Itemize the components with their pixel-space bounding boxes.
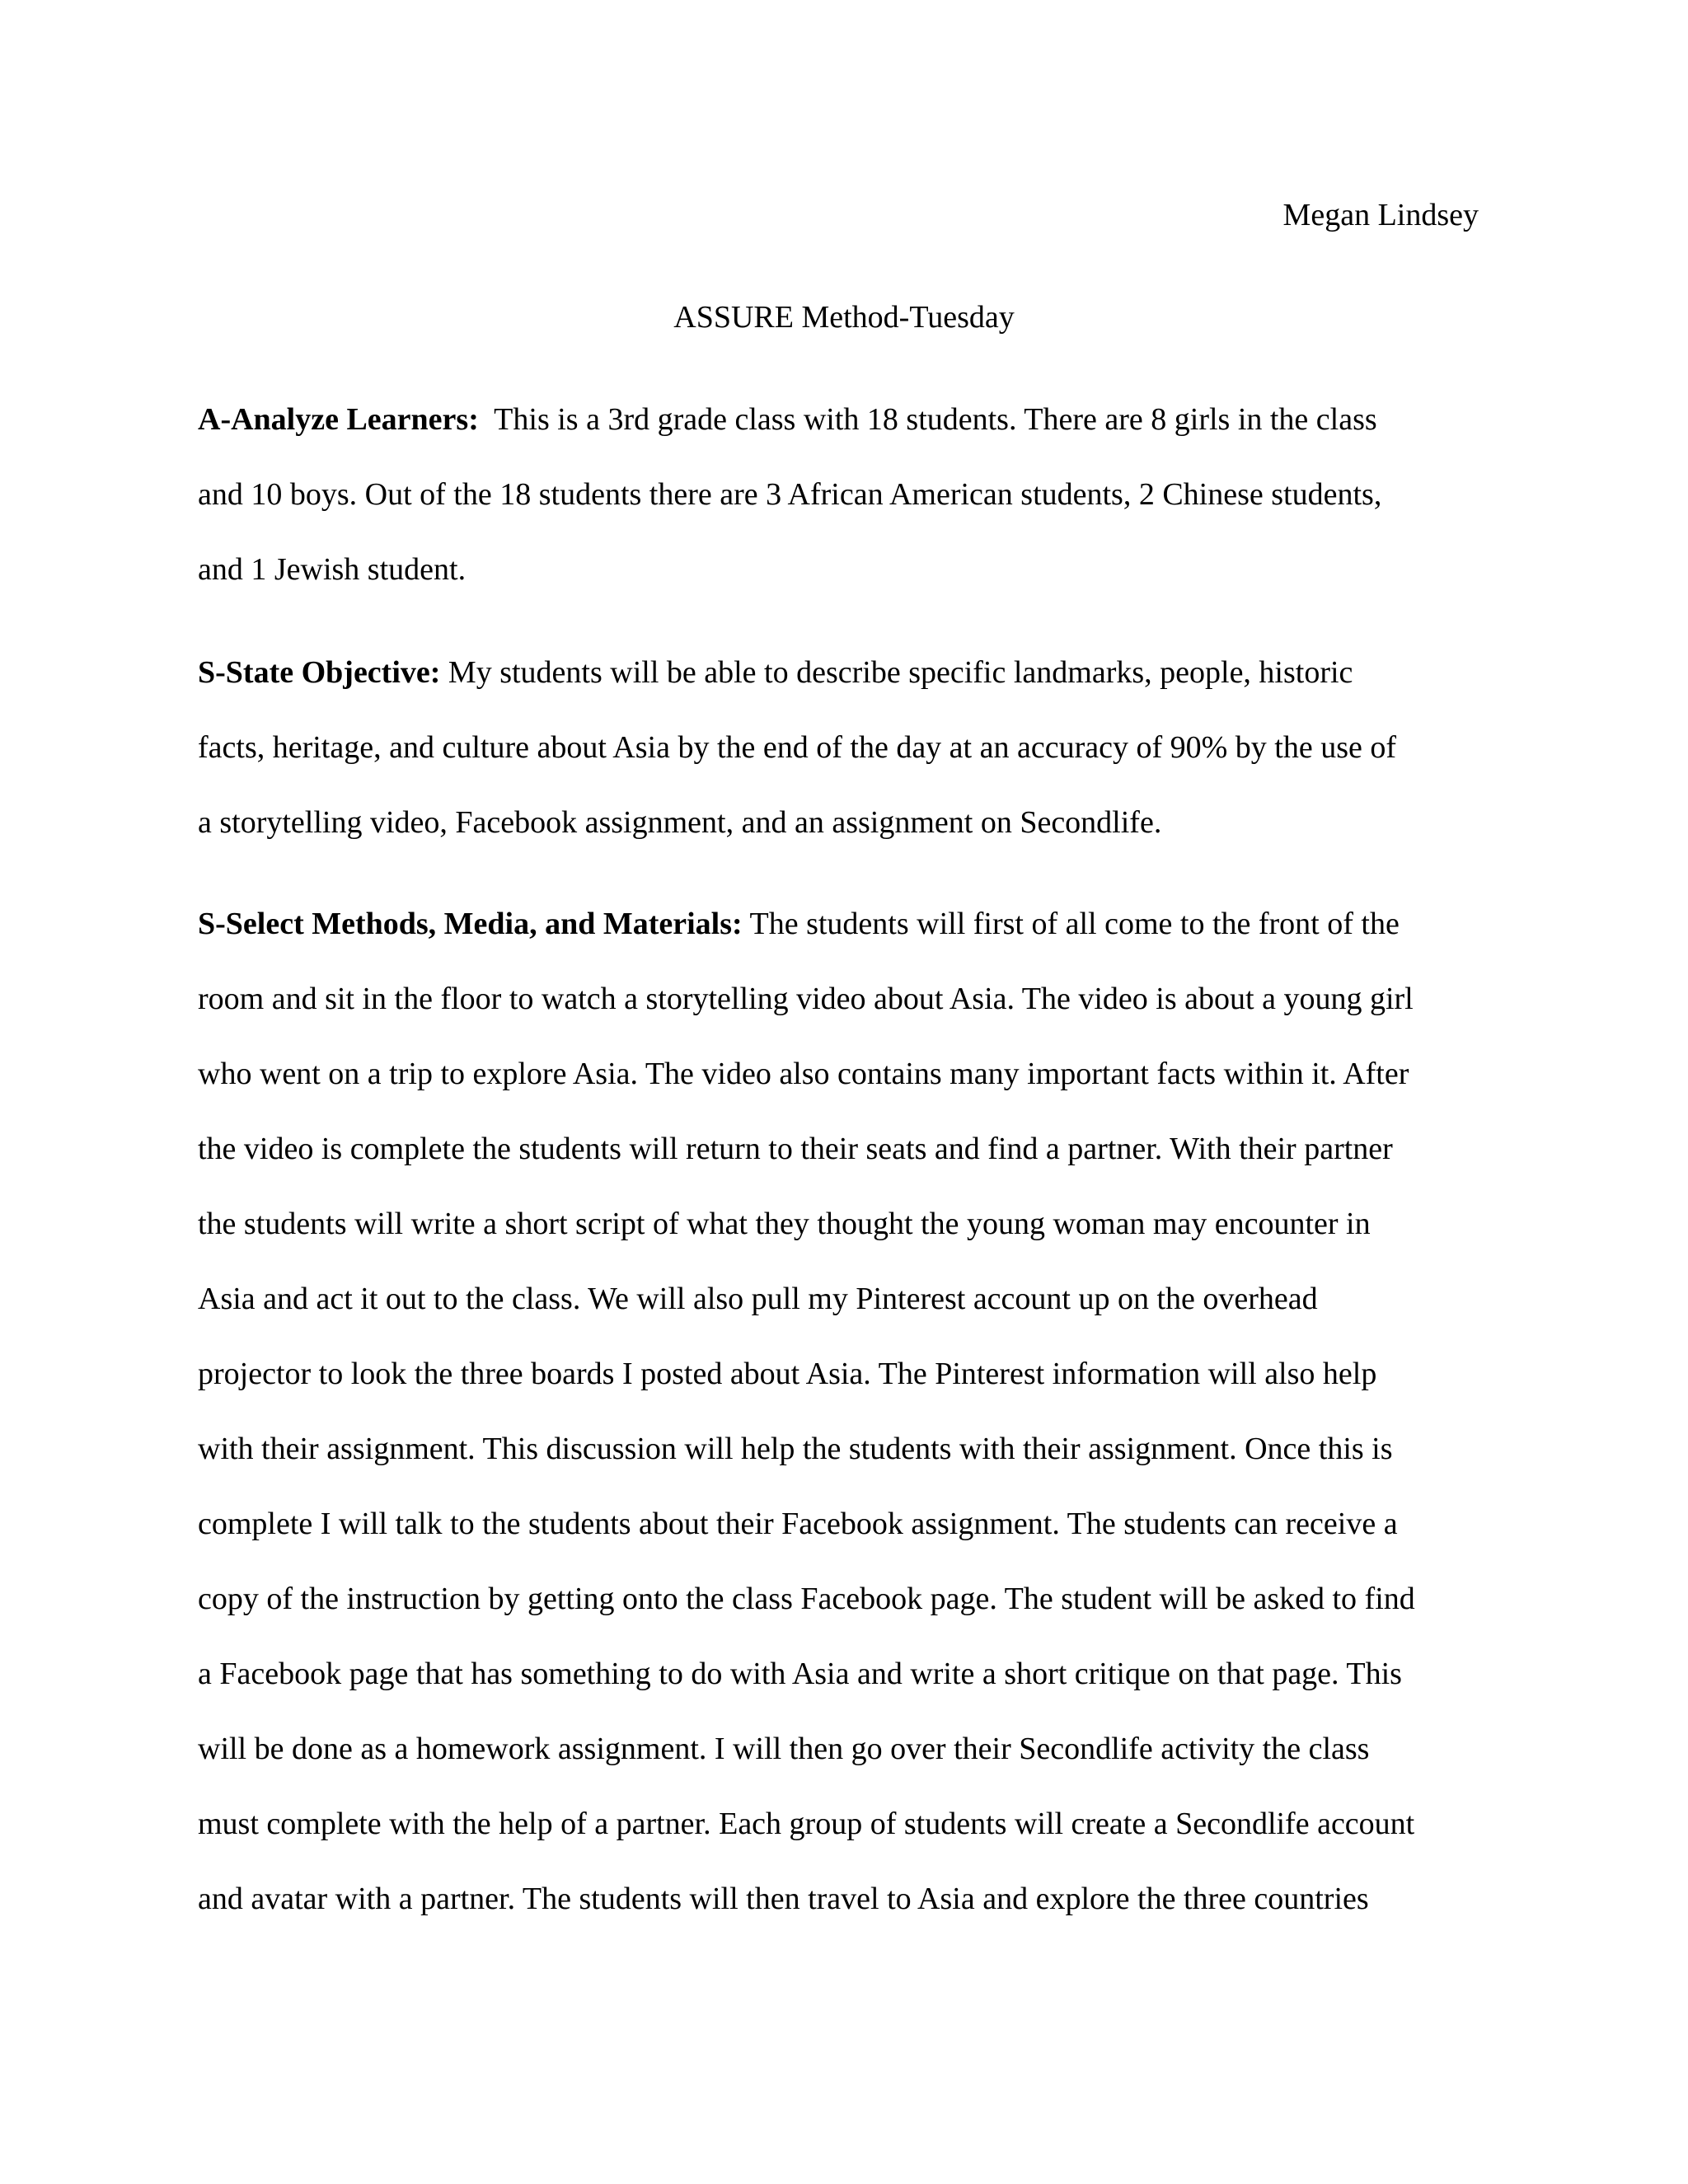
paragraph-line: copy of the instruction by getting onto the class Facebook page. The student will be asked to find <box>198 1582 1415 1616</box>
document-title: ASSURE Method-Tuesday <box>673 300 1015 335</box>
paragraph-line: facts, heritage, and culture about Asia by the end of the day at an accuracy of 90% by the use of <box>198 730 1397 765</box>
paragraph-line <box>198 904 1400 944</box>
paragraph-line: a storytelling video, Facebook assignment, and an assignment on Secondlife. <box>198 805 1162 840</box>
paragraph-line: with their assignment. This discussion will help the students with their assignment. Once this is <box>198 1432 1393 1466</box>
paragraph-line: projector to look the three boards I posted about Asia. The Pinterest information will also help <box>198 1357 1377 1391</box>
author-name: Megan Lindsey <box>1282 198 1479 232</box>
paragraph-line: the students will write a short script of what they thought the young woman may encounter in <box>198 1207 1371 1241</box>
paragraph-line: Asia and act it out to the class. We will also pull my Pinterest account up on the overhead <box>198 1282 1318 1316</box>
paragraph-line: will be done as a homework assignment. I will then go over their Secondlife activity the class <box>198 1732 1370 1766</box>
paragraph-line: and 1 Jewish student. <box>198 552 467 587</box>
paragraph-line: the video is complete the students will return to their seats and find a partner. With their partner <box>198 1132 1393 1166</box>
paragraph-line: must complete with the help of a partner. Each group of students will create a Secondlife account <box>198 1807 1415 1841</box>
paragraph-line: and 10 boys. Out of the 18 students there are 3 African American students, 2 Chinese students, <box>198 477 1382 512</box>
paragraph-line: complete I will talk to the students about their Facebook assignment. The students can receive a <box>198 1507 1398 1541</box>
section-heading: A-Analyze Learners: <box>198 402 479 437</box>
section-heading: S-State Objective: <box>198 655 441 690</box>
paragraph-line <box>198 653 1353 692</box>
paragraph-line: who went on a trip to explore Asia. The video also contains many important facts within it. After <box>198 1057 1409 1091</box>
paragraph-text: This is a 3rd grade class with 18 students. There are 8 girls in the class <box>478 402 1377 437</box>
paragraph-text: The students will first of all come to the front of the <box>742 907 1400 941</box>
paragraph-line: room and sit in the floor to watch a storytelling video about Asia. The video is about a young girl <box>198 982 1414 1016</box>
paragraph-line <box>198 400 1377 439</box>
paragraph-line: and avatar with a partner. The students will then travel to Asia and explore the three countries <box>198 1882 1369 1916</box>
paragraph-text: My students will be able to describe specific landmarks, people, historic <box>440 655 1353 690</box>
section-heading: S-Select Methods, Media, and Materials: <box>198 907 743 941</box>
paragraph-line: a Facebook page that has something to do with Asia and write a short critique on that page. This <box>198 1657 1402 1691</box>
